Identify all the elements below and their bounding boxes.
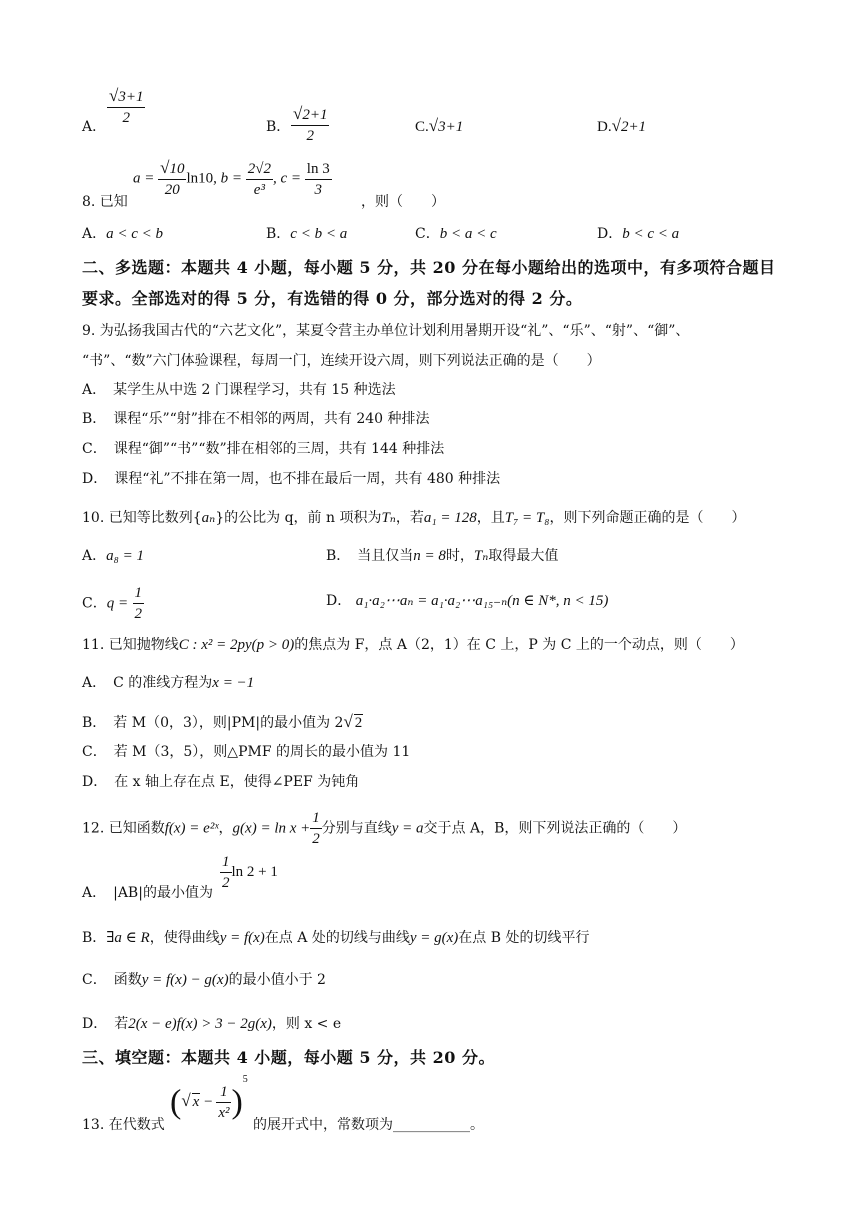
fraction-denominator: 2: [222, 875, 230, 891]
stem-text: 11. 已知抛物线: [82, 637, 179, 653]
math-term: 2(x − e)f(x) > 3 − 2g(x): [128, 1016, 272, 1032]
fraction-denominator: 2: [306, 128, 314, 144]
option-label: A．: [82, 119, 107, 135]
q8-option-b: [266, 223, 347, 243]
option-label: A．: [82, 226, 107, 242]
q10-option-c: [82, 583, 144, 624]
option-text: 的最小值小于 2: [228, 972, 326, 988]
q12-option-c: [82, 969, 326, 989]
section-heading: 二、多选题：本题共 4 小题，每小题 5 分，共 20 分在每小题给出的选项中，有多项符合题目: [82, 258, 776, 277]
fraction-denominator: x²: [218, 1105, 230, 1121]
q8-option-a: [82, 223, 163, 243]
option-label: C.: [415, 119, 429, 135]
math-term: x = −1: [212, 675, 255, 691]
math-term: y = f(x) − g(x): [141, 972, 229, 988]
math-term: y = f(x): [219, 930, 265, 946]
q10-option-a: [82, 545, 144, 565]
math-term: Tₙ: [473, 548, 489, 564]
q7-option-c: C.√3+1: [415, 116, 464, 135]
fraction-denominator: 2: [134, 606, 143, 622]
math-term: ∃a ∈ R: [106, 930, 150, 946]
q9-stem-line1: 9. 为弘扬我国古代的“六艺文化”，某夏令营主办单位计划利用暑期开设“礼”、“乐”、“射”、“御”、: [82, 323, 690, 339]
math-term: Tₙ: [381, 510, 396, 526]
exponent: 5: [242, 1073, 248, 1085]
q13-stem-suffix: 的展开式中，常数项为___________。: [253, 1117, 484, 1133]
math-term: ln 2 + 1: [231, 863, 278, 880]
q7-option-a: [82, 116, 106, 136]
fraction-numerator: 1: [310, 808, 322, 829]
option-text: 取得最大值: [488, 548, 559, 564]
q7-option-a-fraction: $\frac{√3+1}{2}$: [109, 86, 144, 126]
stem-text: ，则（ ）: [361, 194, 445, 210]
stem-text: 10. 已知等比数列{: [82, 510, 202, 526]
stem-text: ，则下列命题正确的是（ ）: [549, 510, 746, 526]
q11-stem: [82, 634, 744, 654]
fraction-denominator: 2: [122, 110, 130, 126]
stem-text: ，且: [476, 510, 505, 526]
option-label: B．: [266, 226, 291, 242]
q9-option-b: B． 课程“乐”“射”排在不相邻的两周，共有 240 种排法: [82, 411, 430, 427]
option-text: ，则 x < e: [271, 1016, 342, 1032]
c-def-num: ln 3: [305, 159, 332, 180]
option-label: B． 当且仅当: [326, 548, 414, 564]
option-text: 在点 B 处的切线平行: [458, 930, 590, 946]
math-term: 2: [354, 715, 363, 731]
fraction-numerator: 1: [216, 1082, 231, 1103]
stem-text: 8. 已知: [82, 194, 128, 210]
fraction-numerator: 1: [220, 852, 232, 873]
option-label: A．: [82, 548, 107, 564]
option-label: B．: [266, 119, 291, 135]
math-term: g(x) = ln x +: [232, 820, 311, 837]
q12-option-d: [82, 1013, 341, 1033]
q7-option-b: [266, 116, 290, 136]
stem-text: ，: [218, 820, 233, 837]
b-def-tail: ,: [273, 170, 277, 187]
fraction-numerator: 2+1: [302, 107, 328, 123]
q8-definitions: a = $\frac{√10}{20}$ ln10, b = $\frac{2√2}{\text{e³}}$ , c = $\frac{\ln 3}{3}$: [133, 158, 330, 198]
math-term: a₁ = 128: [423, 510, 477, 526]
q12-stem: [82, 808, 686, 849]
math-term: T₇ = T₈: [504, 510, 550, 526]
q8-option-c: [415, 223, 497, 243]
section-heading-cont: 要求。全部选对的得 5 分，有选错的得 0 分，部分选对的得 2 分。: [82, 289, 583, 308]
option-label: D．: [326, 593, 352, 609]
option-value: 3+1: [438, 119, 464, 135]
math-term: y = a: [391, 820, 424, 837]
a-def-num: 10: [169, 161, 185, 177]
stem-text: }的公比为 q，前 n 项积为: [215, 510, 382, 526]
b-def-lhs: b =: [220, 170, 243, 187]
q11-option-c: C． 若 M（3，5），则△PMF 的周长的最小值为 11: [82, 744, 411, 760]
q9-option-a: A． 某学生从中选 2 门课程学习，共有 15 种选法: [82, 382, 396, 398]
fraction-denominator: 2: [312, 831, 320, 847]
a-def-lhs: a =: [133, 170, 155, 187]
q11-option-a: [82, 672, 254, 692]
q13-stem-prefix: 13. 在代数式: [82, 1117, 165, 1133]
option-text: ，使得曲线: [149, 930, 220, 946]
section-heading-fill-in: 三、填空题：本题共 4 小题，每小题 5 分，共 20 分。: [82, 1048, 495, 1067]
q12-option-b: [82, 927, 589, 947]
option-text: C． 函数: [82, 972, 142, 988]
option-text: 在点 A 处的切线与曲线: [264, 930, 410, 946]
a-def-den: 20: [164, 182, 180, 198]
q10-stem: [82, 507, 745, 527]
option-value: b < c < a: [622, 226, 680, 242]
math-term: y = g(x): [409, 930, 459, 946]
q7-option-d: D.√2+1: [597, 116, 647, 135]
q10-option-d: [326, 590, 608, 610]
fraction-numerator: 1: [133, 583, 145, 604]
option-label: C．: [415, 226, 440, 242]
stem-text: ，若: [395, 510, 424, 526]
option-value: a < c < b: [106, 226, 164, 242]
option-label: B．: [82, 930, 107, 946]
math-term: q =: [106, 595, 129, 612]
stem-text: 的焦点为 F，点 A（2，1）在 C 上，P 为 C 上的一个动点，则（ ）: [294, 637, 744, 653]
b-def-den: e³: [253, 181, 265, 198]
math-operator: −: [204, 1093, 213, 1110]
q8-stem-suffix: [361, 191, 445, 211]
option-value: 2+1: [620, 119, 647, 135]
q12-option-a-value: [220, 852, 278, 893]
math-term: f(x) = e²ˣ: [164, 820, 219, 837]
q10-option-b: [326, 545, 558, 565]
q7-option-b-fraction: $\frac{√2+1}{2}$: [293, 104, 328, 144]
option-value: c < b < a: [290, 226, 348, 242]
math-term: n = 8: [413, 548, 446, 564]
option-text: A． |AB|的最小值为: [82, 885, 213, 901]
stem-text: 交于点 A，B，则下列说法正确的（ ）: [423, 820, 687, 837]
q11-option-b: B． 若 M（0，3），则|PM|的最小值为 2√ 2: [82, 712, 363, 731]
math-term: C : x² = 2py(p > 0): [178, 637, 295, 653]
c-def-den: 3: [314, 181, 322, 198]
q8-option-d: [597, 223, 679, 243]
q13-expression: (√ x − $\frac{1}{\text{x²}}$ )$^5$: [170, 1073, 248, 1121]
q8-stem-prefix: [82, 191, 128, 211]
stem-text: 12. 已知函数: [82, 820, 165, 837]
math-term: x: [192, 1093, 200, 1110]
b-def-num: 2√2: [246, 159, 273, 180]
option-text: A． C 的准线方程为: [82, 675, 213, 691]
math-term: aₙ: [201, 510, 216, 526]
option-value: a₁·a₂⋯aₙ = a₁·a₂⋯a₁₅₋ₙ(n ∈ N*, n < 15): [355, 593, 609, 609]
q9-stem-line2: “书”、“数”六门体验课程，每周一门，连续开设六周，则下列说法正确的是（ ）: [82, 353, 601, 369]
option-label: C．: [82, 595, 107, 612]
option-value: b < a < c: [439, 226, 497, 242]
option-label: D.: [597, 119, 612, 135]
stem-text: 分别与直线: [321, 820, 392, 837]
c-def-lhs: c =: [280, 170, 302, 187]
q9-option-c: C． 课程“御”“书”“数”排在相邻的三周，共有 144 种排法: [82, 441, 445, 457]
option-text: 时，: [445, 548, 474, 564]
q9-option-d: D． 课程“礼”不排在第一周，也不排在最后一周，共有 480 种排法: [82, 471, 501, 487]
a-def-tail: ln10,: [186, 170, 217, 187]
q11-option-d: D． 在 x 轴上存在点 E，使得∠PEF 为钝角: [82, 774, 360, 790]
q12-option-a: [82, 882, 213, 902]
fraction-numerator: 3+1: [118, 89, 144, 105]
option-text: B． 若 M（0，3），则|PM|的最小值为 2: [82, 715, 344, 731]
option-label: D．: [597, 226, 623, 242]
option-text: D． 若: [82, 1016, 129, 1032]
option-value: a₈ = 1: [106, 548, 144, 564]
